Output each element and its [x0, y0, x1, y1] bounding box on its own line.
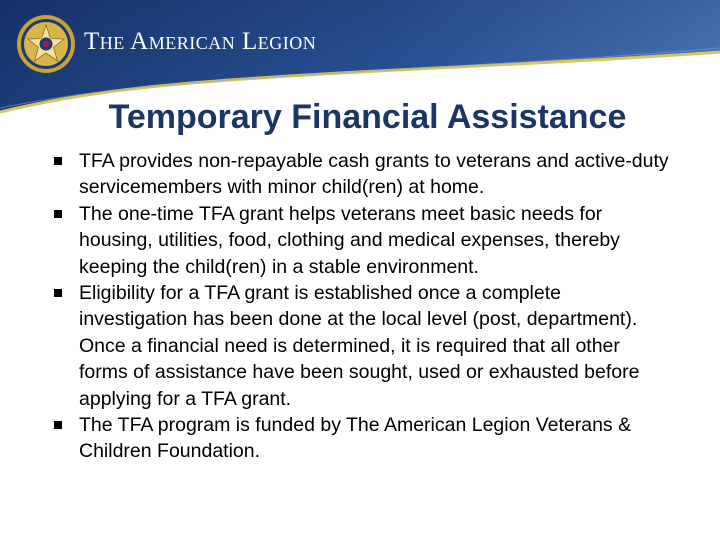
bullet-text: TFA provides non-repayable cash grants to veterans and active-duty servicemembers with minor child(ren) at home. [79, 150, 669, 199]
organization-name: The American Legion [84, 28, 317, 55]
american-legion-emblem-icon [16, 14, 76, 74]
square-bullet-icon [54, 157, 62, 165]
bullet-item [52, 412, 672, 465]
bullet-item [52, 201, 672, 280]
bullet-text: The TFA program is funded by The American Legion Veterans & Children Foundation. [79, 414, 632, 463]
bullet-item [52, 280, 672, 412]
bullet-list [52, 148, 672, 465]
square-bullet-icon [54, 210, 62, 218]
square-bullet-icon [54, 289, 62, 297]
bullet-item [52, 148, 672, 201]
slide-title: Temporary Financial Assistance [108, 98, 627, 136]
bullet-text: Eligibility for a TFA grant is established once a complete investigation has been done at the local level (post, department). Once a financial need is determined, it is required that all other forms of assistance have been sought, used or exhausted before applying for a TFA grant. [79, 282, 640, 410]
bullet-text: The one-time TFA grant helps veterans meet basic needs for housing, utilities, food, clothing and medical expenses, thereby keeping the child(ren) in a stable environment. [79, 202, 620, 278]
square-bullet-icon [54, 421, 62, 429]
